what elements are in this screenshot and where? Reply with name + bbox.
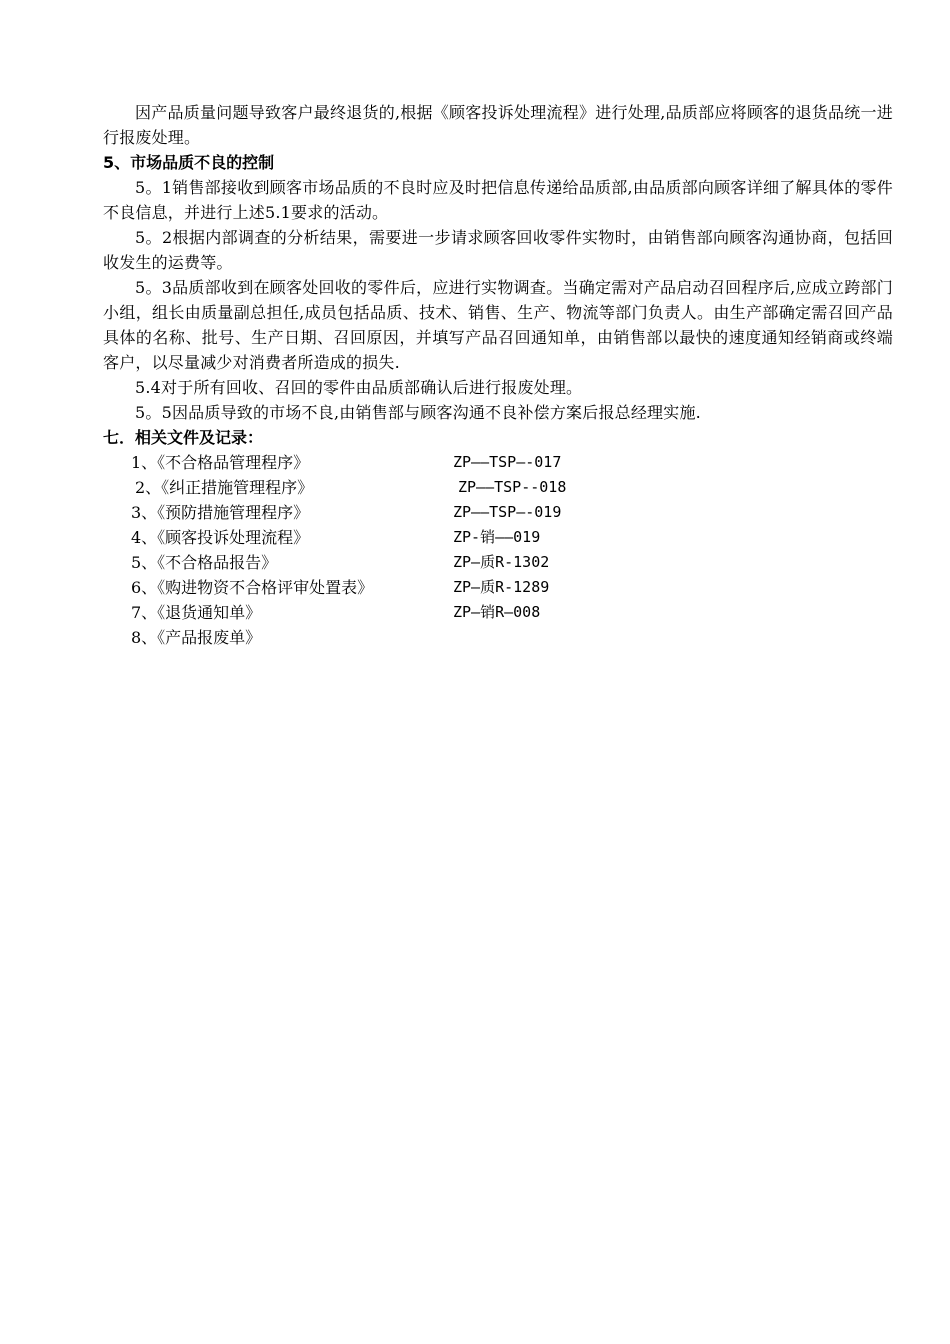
section-5-heading: 5、市场品质不良的控制 [103,153,275,172]
record-row [103,525,893,550]
document-page [103,100,893,650]
section-5-2-paragraph: 5。2根据内部调查的分析结果，需要进一步请求顾客回收零件实物时，由销售部向顾客沟通协商，包括回收发生的运费等。 [103,228,893,272]
record-title: 4、《顾客投诉处理流程》 [131,528,310,547]
record-row [103,550,893,575]
intro-paragraph: 因产品质量问题导致客户最终退货的,根据《顾客投诉处理流程》进行处理,品质部应将顾客的退货品统一进行报废处理。 [103,103,893,147]
record-title: 8、《产品报废单》 [131,628,262,647]
record-code: ZP-销——019 [453,528,541,546]
records-list [103,450,893,650]
record-code: ZP—质R-1302 [453,553,550,571]
record-title: 7、《退货通知单》 [131,603,262,622]
record-code: ZP—销R—008 [453,603,541,621]
record-row [103,450,893,475]
record-title: 2、《纠正措施管理程序》 [135,478,314,497]
record-code: ZP——TSP--018 [458,478,567,496]
record-title: 6、《购进物资不合格评审处置表》 [131,578,374,597]
section-5-5-paragraph: 5。5因品质导致的市场不良,由销售部与顾客沟通不良补偿方案后报总经理实施. [135,403,701,422]
section-5-4-paragraph: 5.4对于所有回收、召回的零件由品质部确认后进行报废处理。 [135,378,583,397]
record-row [103,475,893,500]
record-title: 5、《不合格品报告》 [131,553,278,572]
section-7-heading: 七．相关文件及记录： [103,428,264,447]
record-row [103,600,893,625]
record-code: ZP——TSP—-017 [453,453,562,471]
record-code: ZP——TSP—-019 [453,503,562,521]
record-code: ZP—质R-1289 [453,578,550,596]
record-row [103,575,893,600]
section-5-1-paragraph: 5。1销售部接收到顾客市场品质的不良时应及时把信息传递给品质部,由品质部向顾客详细了解具体的零件不良信息，并进行上述5.1要求的活动。 [103,178,893,222]
record-title: 1、《不合格品管理程序》 [131,453,310,472]
record-title: 3、《预防措施管理程序》 [131,503,310,522]
record-row [103,500,893,525]
section-5-3-paragraph: 5。3品质部收到在顾客处回收的零件后，应进行实物调查。当确定需对产品启动召回程序后,应成立跨部门小组，组长由质量副总担任,成员包括品质、技术、销售、生产、物流等部门负责人。由生产部确定需召回产品具体的名称、批号、生产日期、召回原因，并填写产品召回通知单，由销售部以最快的速度通知经销商或终端客户，以尽量减少对消费者所造成的损失. [103,278,893,372]
record-row [103,625,893,650]
